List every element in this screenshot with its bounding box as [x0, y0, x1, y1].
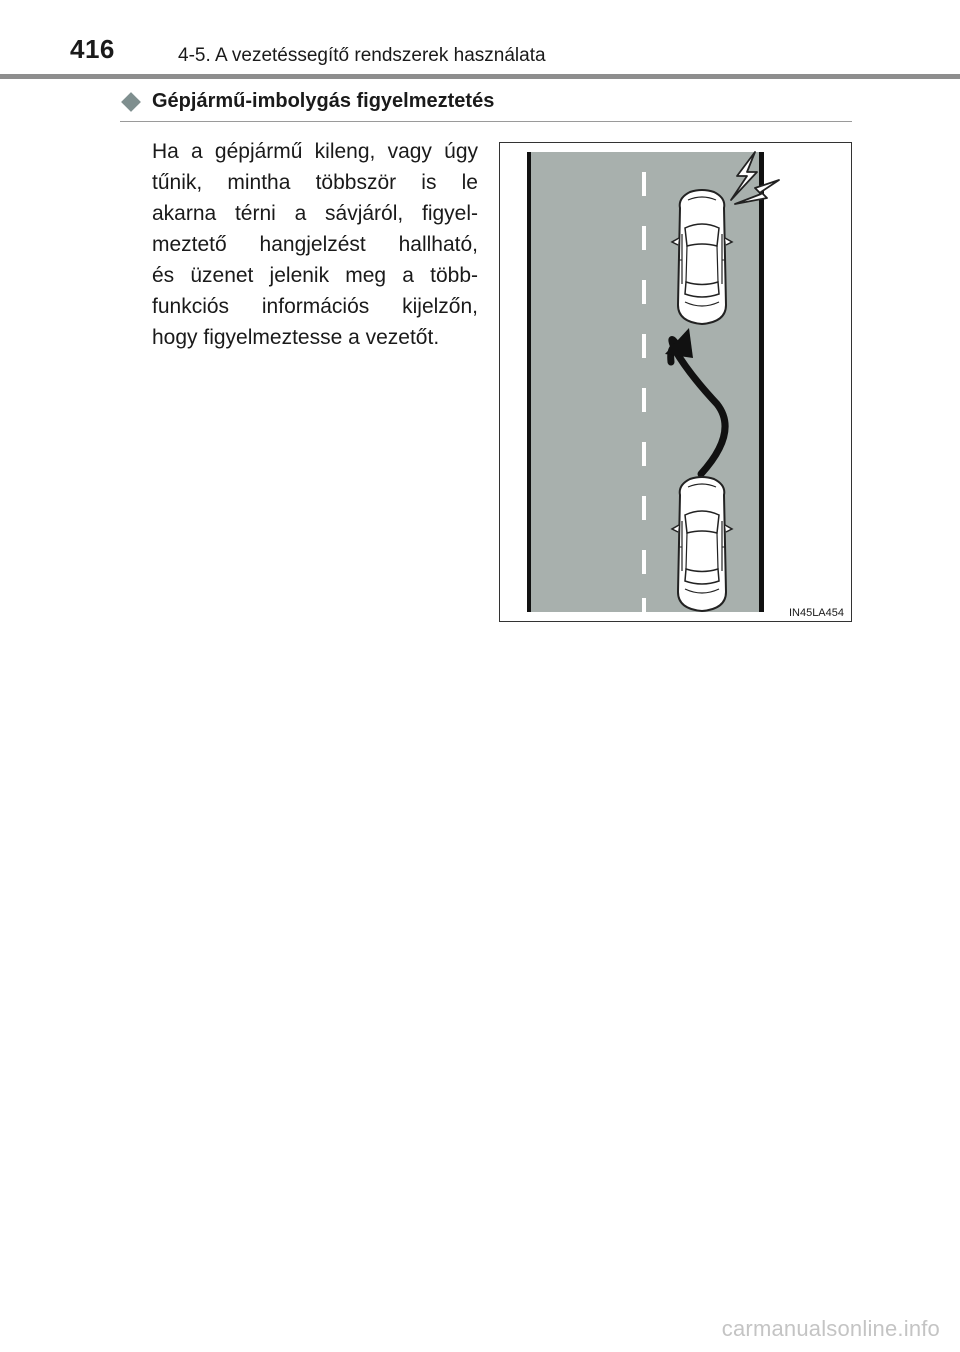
body-line: hogy figyelmeztesse a vezetőt. [152, 326, 440, 349]
diamond-icon [121, 92, 141, 112]
car-top-icon [672, 477, 732, 611]
body-line: meztető hangjelzést hallható, [152, 233, 478, 256]
page-number: 416 [70, 34, 115, 64]
watermark: carmanualsonline.info [721, 1316, 940, 1341]
body-line: Ha a gépjármű kileng, vagy úgy [152, 140, 478, 163]
figure-code: IN45LA454 [788, 607, 844, 619]
road-right-edge [759, 152, 764, 612]
body-line: akarna térni a sávjáról, figyel- [152, 202, 478, 225]
body-line: funkciós információs kijelzőn, [152, 295, 478, 318]
section-title: Gépjármű-imbolygás figyelmeztetés [152, 90, 495, 112]
illustration-svg [499, 142, 852, 622]
car-top-icon [672, 190, 732, 324]
section-rule [120, 121, 852, 122]
body-line: és üzenet jelenik meg a több- [152, 264, 478, 287]
section-heading [120, 90, 852, 120]
header-rule [0, 74, 960, 79]
body-line: tűnik, mintha többször is le [152, 171, 478, 194]
page-header [0, 0, 960, 80]
road-left-edge [527, 152, 531, 612]
lane-weaving-illustration [499, 142, 852, 622]
chapter-title: 4-5. A vezetéssegítő rendszerek használata [178, 45, 546, 66]
road-surface [527, 152, 763, 612]
body-paragraph [152, 136, 478, 353]
